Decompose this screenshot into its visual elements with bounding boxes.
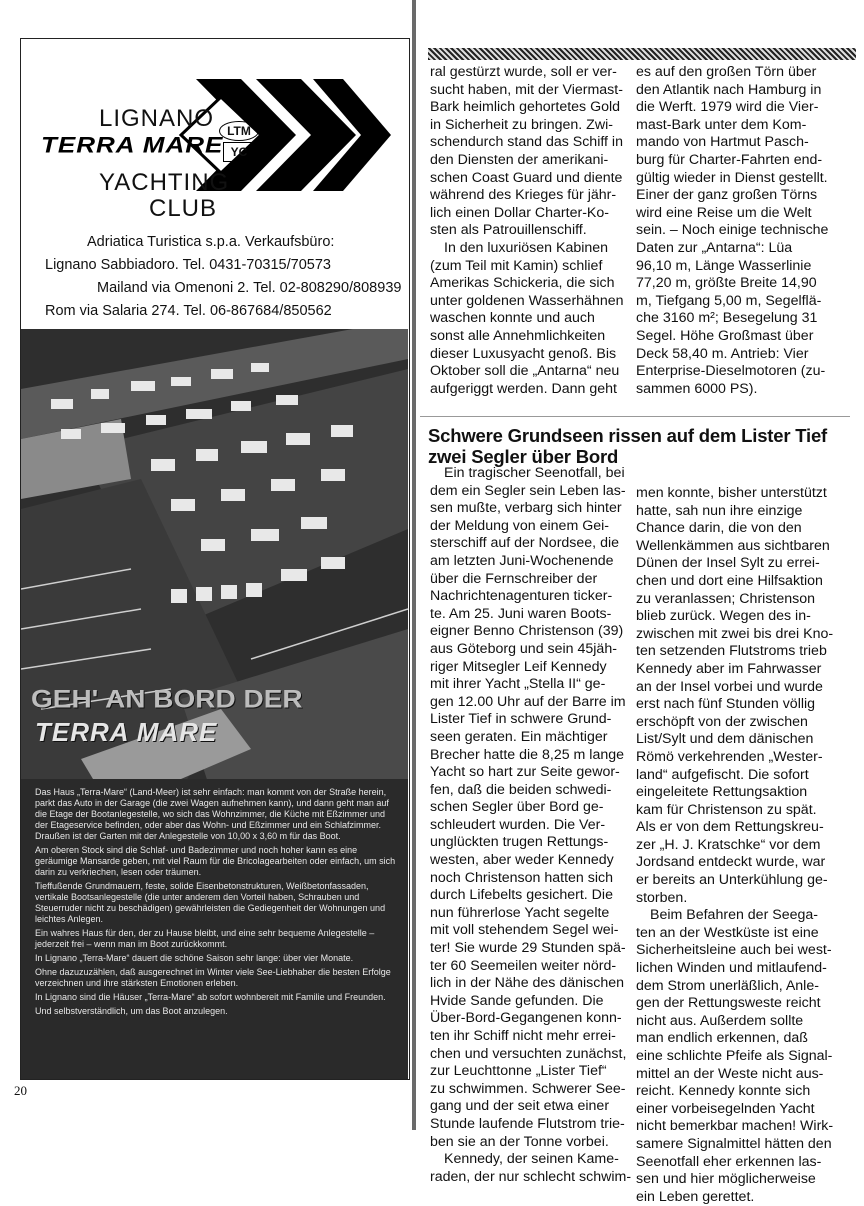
text-line: Dünen der Insel Sylt zu errei- (636, 555, 820, 572)
text-line: storben. (636, 889, 688, 906)
logo-emblem-top: LTM (219, 121, 259, 141)
text-line: am letzten Juni-Wochenende (430, 552, 614, 569)
text-line: waschen konnte und auch (430, 310, 595, 327)
text-line: Brecher hatte die 8,25 m lange (430, 746, 625, 763)
text-line: mast-Bark unter dem Kom- (636, 116, 807, 133)
text-line: (zum Teil mit Kamin) schlief (430, 257, 603, 274)
text-line: dem Strom unerläßlich, Anle- (636, 977, 819, 994)
text-line: sein. – Noch einige technische (636, 222, 829, 239)
text-line: über die Fernschreiber der (430, 570, 598, 587)
text-line: Seenotfall eher erkennen las- (636, 1153, 822, 1170)
ad-paragraph: Am oberen Stock sind die Schlaf- und Badezimmer und noch hoher kann es eine geräumige Mansarde geben, mit viel Raum für die Bricolagearbeiten oder einfach, um sich darin zu verkriechen, lesen oder träumen. (35, 845, 396, 877)
text-line: Bark heimlich gehortetes Gold (430, 99, 621, 116)
logo-brand-terra-mare: TERRA MARE (41, 132, 224, 158)
text-line: hatte, sah nun ihre einzige (636, 502, 803, 519)
ad-address-block (45, 231, 410, 323)
text-line: schendurch stand das Schiff in (430, 134, 623, 151)
logo-text-lignano: LIGNANO (99, 105, 215, 132)
text-line: burg für Charter-Fahrten end- (636, 151, 823, 168)
headline-line: zwei Segler über Bord (428, 446, 619, 467)
text-line: während des Krieges für jähr- (430, 187, 617, 204)
text-line: Über-Bord-Gegangenen konn- (430, 1010, 622, 1027)
text-line: mit ihrer Yacht „Stella II“ ge- (430, 676, 606, 693)
text-line: den Atlantik nach Hamburg in (636, 81, 822, 98)
text-line: Kennedy aber im Fahrwasser (636, 660, 822, 677)
text-line: unter goldenen Wasserhähnen (430, 292, 624, 309)
text-line: Yacht so hart zur Seite gewor- (430, 764, 620, 781)
text-line: zu veranlassen; Christenson (636, 590, 816, 607)
text-line: man endlich erkennen, daß (636, 1030, 808, 1047)
text-line: sonst alle Annehmlichkeiten (430, 327, 606, 344)
text-line: sterschiff auf der Nordsee, die (430, 535, 620, 552)
text-line: seen geraten. Ein mächtiger (430, 728, 608, 745)
article-lister-tief-column-2 (636, 485, 834, 1206)
text-line: eine schlichte Pfeife als Signal- (636, 1048, 833, 1064)
text-line: zur Leuchttonne „Lister Tief“ (430, 1063, 607, 1080)
article-separator (420, 416, 850, 417)
text-line: ter 60 Seemeilen weiter nörd- (430, 957, 617, 974)
text-line: dieser Luxusyacht genoß. Bis (430, 345, 617, 362)
article-antarna-column-2 (636, 64, 829, 398)
text-line: erst nach fünf Stunden völlig (636, 696, 816, 713)
text-line: die Werft. 1979 wird die Vier- (636, 99, 819, 116)
text-line: nun führerlose Yacht segelte (430, 904, 610, 921)
address-line: Lignano Sabbiadoro. Tel. 0431-70315/70573 (45, 257, 331, 273)
text-line: zer „H. J. Kratschke“ vor dem (636, 836, 821, 853)
text-line: der Meldung von einem Gei- (430, 517, 610, 534)
text-line: wird eine Reise um die Welt (636, 204, 812, 221)
text-line: gen 12.00 Uhr auf der Barre im (430, 693, 626, 710)
text-line: schleudert wurden. Die Ver- (430, 816, 606, 833)
logo-text-club: CLUB (149, 195, 218, 222)
ad-description-text (21, 779, 408, 1079)
text-line: Segel. Höhe Großmast über (636, 327, 814, 344)
text-line: den Diensten der amerikani- (430, 151, 609, 168)
text-line: er bereits an Unterkühlung ge- (636, 872, 828, 889)
text-line: gültig wieder in Dienst gestellt. (636, 169, 828, 186)
text-line: ten an der Westküste ist eine (636, 924, 819, 941)
text-line: sammen 6000 PS). (636, 380, 758, 397)
text-line: sen mußte, verbarg sich hinter (430, 500, 622, 517)
text-line: raden, der nur schlecht schwim- (430, 1168, 632, 1185)
text-line: eigner Benno Christenson (39) (430, 623, 624, 640)
text-line: Als er von dem Rettungskreu- (636, 819, 824, 836)
text-line: Amerikas Schickeria, die sich (430, 275, 615, 292)
text-line: mittel an der Weste nicht aus- (636, 1065, 824, 1082)
text-line: Wellenkämmen aus sichtbaren (636, 537, 830, 554)
text-line: Stunde laufende Flutstrom trie- (430, 1115, 625, 1132)
ad-paragraph: Das Haus „Terra-Mare“ (Land-Meer) ist sehr einfach: man kommt von der Straße herein, parkt das Auto in der Garage (die zwei Wagen aufnehmen kann), und dann geht man auf die Etage der Bootanlegestelle, wo sich das Wohnzimmer, die Küche mit Eßzimmer und der Etageservice befinden, oder aber das Wohn- und Eßzimmer und ein Schlafzimmer. Draußen ist der Garten mit der Anlegestelle von 10,00 x 3,60 m für das Boot. (35, 787, 389, 841)
text-line: 77,20 m, größte Breite 14,90 (636, 275, 817, 292)
text-line: eingeleitete Rettungsaktion (636, 784, 808, 801)
text-line: zu schwimmen. Schwerer See- (430, 1080, 626, 1097)
text-line: unglückten trugen Rettungs- (430, 834, 609, 851)
text-line: lich in der Nähe des dänischen (430, 975, 625, 992)
text-line: fen, daß die beiden schwedi- (430, 781, 612, 798)
article-antarna-column-1 (430, 64, 624, 398)
text-line: chen und dort eine Hilfsaktion (636, 572, 823, 589)
text-line: lich einen Dollar Charter-Ko- (430, 204, 609, 221)
logo-text-yachting: YACHTING (99, 169, 230, 196)
address-line: Adriatica Turistica s.p.a. Verkaufsbüro: (87, 234, 335, 250)
text-line: lichen Winden und mitlaufend- (636, 960, 827, 977)
text-line: blieb zurück. Wegen des in- (636, 608, 811, 625)
text-line: Oktober soll die „Antarna“ neu (430, 363, 620, 380)
text-line: noch Christenson hatten sich (430, 869, 613, 886)
text-line: mit voll stehendem Segel wei- (430, 922, 619, 939)
text-line: Lister Tief in schwere Grund- (430, 711, 612, 728)
text-line: ben sie an der Tonne vorbei. (430, 1133, 609, 1150)
text-line: ter! Sie wurde 29 Stunden spä- (430, 940, 626, 957)
text-line: es auf den großen Törn über (636, 64, 817, 80)
decorative-pattern-bar (428, 48, 856, 60)
page-number: 20 (14, 1083, 27, 1098)
text-line: in Sicherheit zu bringen. Zwi- (430, 116, 613, 133)
text-line: che 3160 m²; Besegelung 31 (636, 310, 818, 327)
text-line: schen Segler über Bord ge- (430, 799, 604, 816)
text-line: Deck 58,40 m. Antrieb: Vier (636, 345, 809, 362)
text-line: einer vorbeisegelnden Yacht (636, 1100, 815, 1117)
text-line: chen und versuchten zunächst, (430, 1045, 627, 1062)
ad-paragraph: In Lignano sind die Häuser „Terra-Mare“ ab sofort wohnbereit mit Familie und Freunden. (35, 992, 386, 1002)
logo-emblem-bottom: YC (223, 142, 255, 162)
text-line: Ein tragischer Seenotfall, bei (444, 465, 625, 481)
text-line: ten ihr Schiff nicht mehr errei- (430, 1028, 616, 1044)
text-line: men konnte, bisher unterstützt (636, 485, 827, 501)
text-line: Beim Befahren der Seega- (650, 907, 818, 924)
article-lister-tief-column-1 (430, 465, 632, 1186)
article-headline (428, 425, 848, 467)
marina-aerial-photo (21, 329, 408, 823)
marina-model-illustration (21, 329, 408, 823)
ad-paragraph: Tieffußende Grundmauern, feste, solide Eisenbetonstrukturen, Weißbetonfassaden, vertikale Bootsanlegestelle (die unter anderem den Vorteil haben, Schrauben und Steuerruder nicht zu beschädigen) gewährleisten die Gediegenheit der Wohnungen und leichtes Anlegen. (35, 881, 386, 924)
text-line: Enterprise-Dieselmotoren (zu- (636, 363, 826, 380)
text-line: nicht bemerkbar machen! Wirk- (636, 1118, 834, 1135)
text-line: schen Coast Guard und diente (430, 169, 623, 186)
text-line: te. Am 25. Juni waren Boots- (430, 605, 612, 622)
text-line: mando von Hartmut Pasch- (636, 134, 809, 151)
text-line: 96,10 m, Länge Wasserlinie (636, 257, 812, 274)
text-line: kam für Christenson zu spät. (636, 801, 817, 818)
address-line: Rom via Salaria 274. Tel. 06-867684/850562 (45, 303, 332, 319)
text-line: dem ein Segler sein Leben las- (430, 482, 626, 499)
text-line: ein Leben gerettet. (636, 1188, 755, 1205)
text-line: land“ aufgefischt. Die sofort (636, 766, 809, 783)
text-line: ten setzenden Flutstroms trieb (636, 643, 827, 660)
text-line: Einer der ganz großen Törns (636, 187, 818, 204)
ad-paragraph: Und selbstverständlich, um das Boot anzulegen. (35, 1006, 228, 1016)
text-line: sen und hier möglicherweise (636, 1171, 816, 1188)
text-line: List/Sylt und dem dänischen (636, 731, 814, 748)
ad-paragraph: In Lignano „Terra-Mare“ dauert die schöne Saison sehr lange: über vier Monate. (35, 953, 354, 963)
terra-mare-advertisement (20, 38, 410, 1080)
text-line: m, Tiefgang 5,00 m, Segelflä- (636, 292, 822, 309)
text-line: gang und der seit etwa einer (430, 1098, 610, 1115)
address-line: Mailand via Omenoni 2. Tel. 02-808290/808939 (97, 280, 402, 296)
text-line: an der Insel vorbei und wurde (636, 678, 823, 695)
text-line: Römö verkehrenden „Wester- (636, 748, 823, 765)
text-line: aus Göteborg und sein 45jäh- (430, 640, 617, 657)
text-line: Hvide Sande gefunden. Die (430, 992, 604, 1009)
text-line: Nachrichtenagenturen ticker- (430, 588, 613, 605)
text-line: sten als Patrouillenschiff. (430, 222, 587, 239)
text-line: erschöpft von der zwischen (636, 713, 808, 730)
headline-line: Schwere Grundseen rissen auf dem Lister Tief (428, 425, 828, 446)
text-line: sucht haben, mit der Viermast- (430, 81, 623, 98)
ad-slogan-brand: TERRA MARE (35, 717, 218, 747)
ad-paragraph: Ein wahres Haus für den, der zu Hause bleibt, und eine sehr bequeme Anlegestelle – jederzeit frei – wenn man im Boot zurückkommt. (35, 928, 375, 949)
text-line: durch Lifebelts gesichert. Die (430, 887, 613, 904)
text-line: ral gestürzt wurde, soll er ver- (430, 64, 617, 80)
text-line: reicht. Kennedy konnte sich (636, 1083, 811, 1100)
text-line: westen, aber weder Kennedy (430, 852, 614, 869)
text-line: Sicherheitsleine auch bei west- (636, 942, 832, 959)
ad-slogan: GEH' AN BORD DER (31, 685, 303, 714)
ad-paragraph: Ohne dazuzuzählen, daß ausgerechnet im Winter viele See-Liebhaber die besten Erfolge verzeichnen und ihre stärksten Emotionen erleben. (35, 967, 391, 988)
text-line: Chance darin, die von den (636, 520, 802, 537)
text-line: Daten zur „Antarna“: Lüa (636, 239, 793, 256)
text-line: Kennedy, der seinen Kame- (444, 1151, 619, 1168)
text-line: aufgeriggt werden. Dann geht (430, 380, 617, 397)
text-line: Jordsand entdeckt wurde, war (636, 854, 826, 871)
text-line: samere Signalmittel hätten den (636, 1135, 832, 1152)
text-line: zwischen mit zwei bis drei Kno- (636, 625, 834, 642)
text-line: gen der Rettungsweste reicht (636, 995, 821, 1012)
text-line: In den luxuriösen Kabinen (444, 239, 609, 256)
text-line: nicht aus. Außerdem sollte (636, 1012, 804, 1029)
text-line: riger Mitsegler Leif Kennedy (430, 658, 607, 675)
page-gutter (412, 0, 416, 1130)
